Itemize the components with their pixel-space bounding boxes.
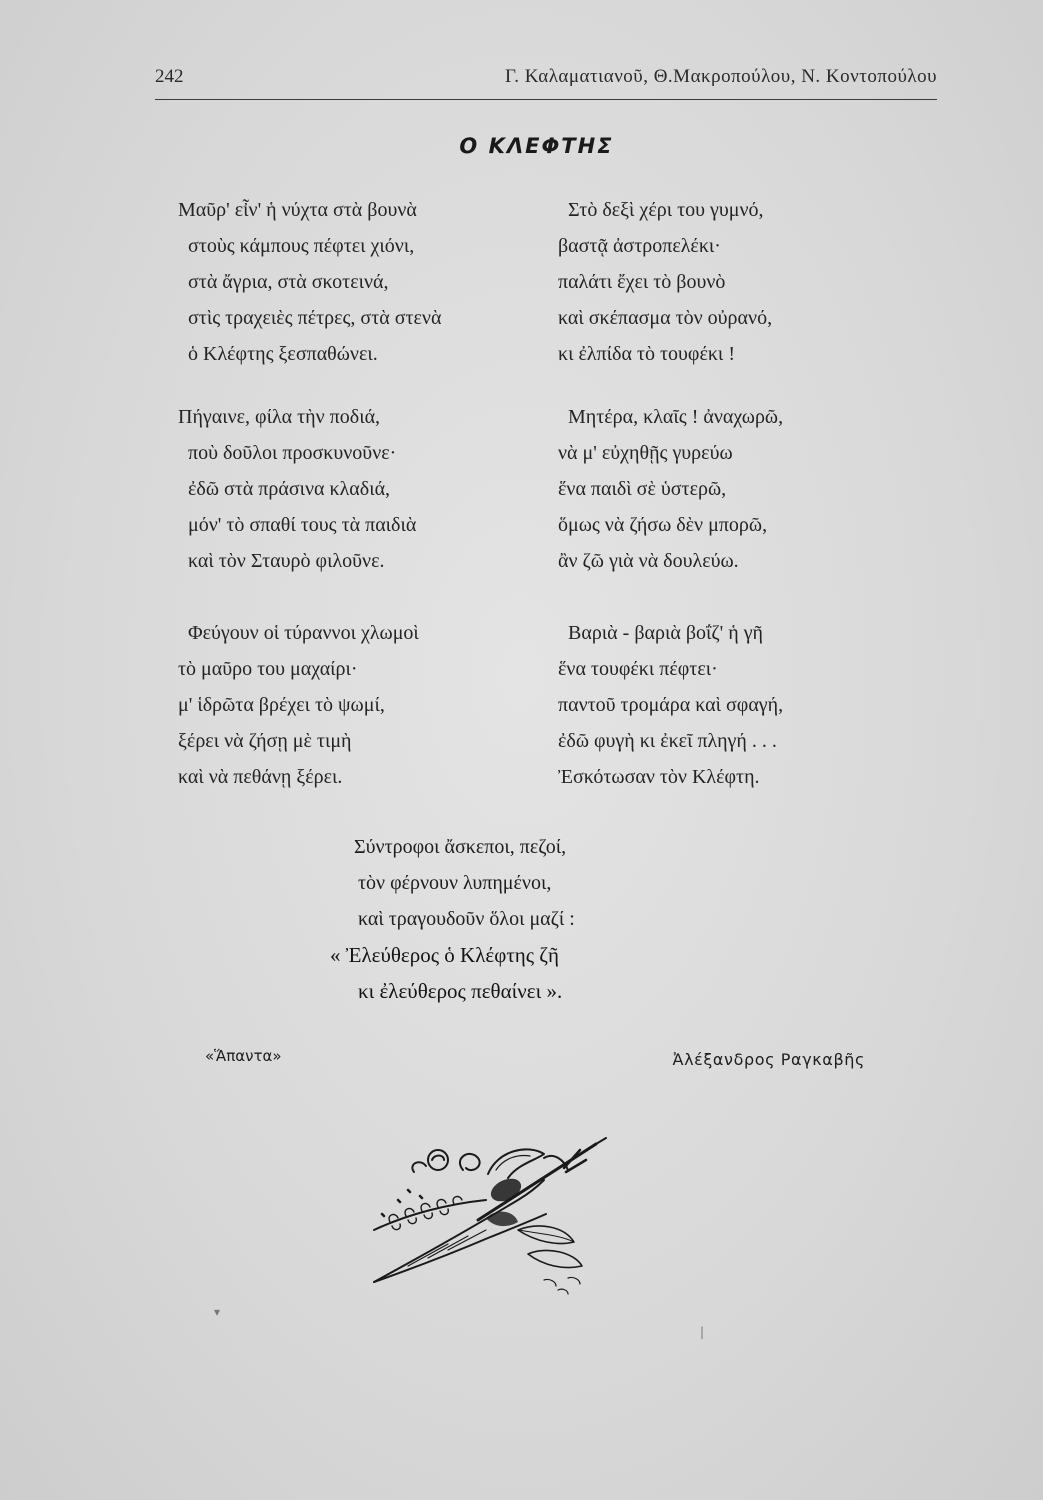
verse-line: ἕνα παιδὶ σὲ ὑστερῶ, [558,478,727,500]
verse-line: στὰ ἄγρια, στὰ σκοτεινά, [188,271,389,293]
sword-quill-laurel-vignette-icon [368,1130,628,1295]
verse-line: κι ἐλεύθερος πεθαίνει ». [358,979,563,1003]
verse-line: Μαῦρ' εἶν' ἡ νύχτα στὰ βουνὰ [178,199,417,221]
author-name: Ἀλέξανδρος Ραγκαβῆς [672,1050,865,1069]
header-rule [155,99,937,100]
verse-line: παλάτι ἔχει τὸ βουνὸ [558,271,726,293]
stanza-left-2 [178,399,416,579]
page-header [155,66,937,96]
page-number: 242 [155,66,184,87]
source-attribution: «Ἅπαντα» [205,1047,282,1065]
verse-line: ἐδῶ φυγὴ κι ἐκεῖ πληγή . . . [558,730,777,752]
stanza-right-3 [558,615,783,795]
stanza-left-1 [178,192,441,372]
verse-line: μ' ἱδρῶτα βρέχει τὸ ψωμί, [178,694,385,716]
verse-line: κι ἐλπίδα τὸ τουφέκι ! [558,343,735,365]
verse-line: Φεύγουν οἱ τύραννοι χλωμοὶ [188,622,419,644]
verse-line: ἐδῶ στὰ πράσινα κλαδιά, [188,478,391,500]
verse-line: ὅμως νὰ ζήσω δὲν μπορῶ, [558,514,768,536]
verse-line: καὶ τραγουδοῦν ὅλοι μαζί : [358,908,575,930]
final-stanza [330,829,575,1009]
verse-line: στὶς τραχειὲς πέτρες, στὰ στενὰ [188,307,442,329]
verse-line: Ἐσκότωσαν τὸν Κλέφτη. [558,766,760,788]
print-speck: ▾ [214,1305,221,1319]
verse-line: ποὺ δοῦλοι προσκυνοῦνε· [188,442,397,464]
verse-line: μόν' τὸ σπαθί τους τὰ παιδιὰ [188,514,417,536]
verse-line: Πήγαινε, φίλα τὴν ποδιά, [178,406,381,428]
verse-line: τὸ μαῦρο του μαχαίρι· [178,658,358,680]
verse-line: Μητέρα, κλαῖς ! ἀναχωρῶ, [568,406,784,428]
verse-line: στοὺς κάμπους πέφτει χιόνι, [188,235,415,257]
verse-line: καὶ σκέπασμα τὸν οὐρανό, [558,307,773,329]
verse-line: « Ἐλεύθερος ὁ Κλέφτης ζῆ [330,943,559,967]
running-head: Γ. Καλαματιανοῦ, Θ.Μακροπούλου, Ν. Κοντοπούλου [505,66,937,87]
verse-line: καὶ τὸν Σταυρὸ φιλοῦνε. [188,550,385,572]
poem-title: Ο ΚΛΕΦΤΗΣ [459,134,614,158]
stanza-right-2 [558,399,783,579]
verse-line: Σύντροφοι ἄσκεποι, πεζοί, [354,836,567,858]
stanza-left-3 [178,615,419,795]
verse-line: νὰ μ' εὐχηθῇς γυρεύω [558,442,733,464]
print-speck: | [700,1325,705,1339]
verse-line: ἕνα τουφέκι πέφτει· [558,658,718,680]
verse-line: ὁ Κλέφτης ξεσπαθώνει. [188,343,378,365]
verse-line: ξέρει νὰ ζήσῃ μὲ τιμὴ [178,730,352,752]
verse-line: τὸν φέρνουν λυπημένοι, [358,872,552,894]
verse-line: Βαριὰ - βαριὰ βοΐζ' ἡ γῆ [568,622,764,644]
verse-line: ἂν ζῶ γιὰ νὰ δουλεύω. [558,550,739,572]
verse-line: παντοῦ τρομάρα καὶ σφαγή, [558,694,784,716]
verse-line: βαστᾷ ἀστροπελέκι· [558,235,721,257]
verse-line: καὶ νὰ πεθάνῃ ξέρει. [178,766,343,788]
verse-line: Στὸ δεξὶ χέρι του γυμνό, [568,199,764,221]
stanza-right-1 [558,192,772,372]
